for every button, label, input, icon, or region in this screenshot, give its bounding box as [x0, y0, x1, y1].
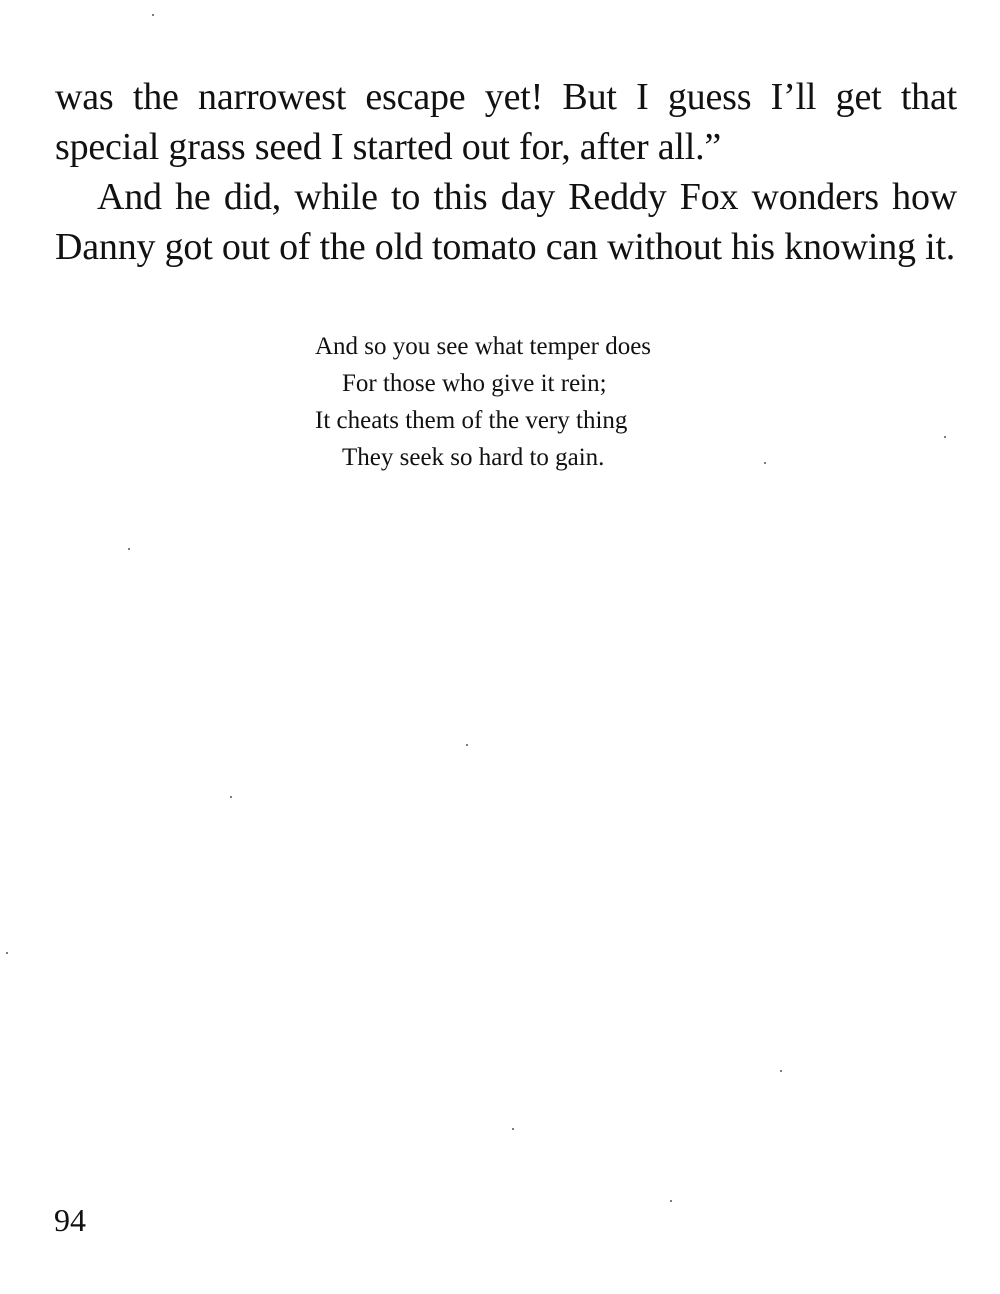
- scan-speck: [152, 14, 154, 16]
- scan-speck: [230, 796, 232, 798]
- scan-speck: [466, 744, 468, 746]
- scan-speck: [944, 436, 946, 438]
- verse-line: It cheats them of the very thing: [315, 407, 628, 434]
- verse-line: And so you see what temper does: [315, 333, 652, 360]
- paragraph: And he did, while to this day Reddy Fox wonders how Danny got out of the old tomato can without his knowing it.: [55, 176, 957, 268]
- page-number: 94: [54, 1202, 86, 1238]
- scan-speck: [6, 952, 8, 954]
- verse-line: For those who give it rein;: [342, 370, 607, 397]
- scan-speck: [512, 1128, 514, 1130]
- prose-block: [55, 72, 957, 272]
- scan-speck: [670, 1200, 672, 1202]
- scan-speck: [780, 1070, 782, 1072]
- verse-stanza: [315, 328, 651, 476]
- paragraph-continuation: was the narrowest escape yet! But I guess I’ll get that special grass seed I started out for, after all.”: [55, 76, 957, 168]
- scan-speck: [128, 548, 130, 550]
- verse-line: They seek so hard to gain.: [342, 444, 605, 471]
- scan-speck: [764, 462, 766, 464]
